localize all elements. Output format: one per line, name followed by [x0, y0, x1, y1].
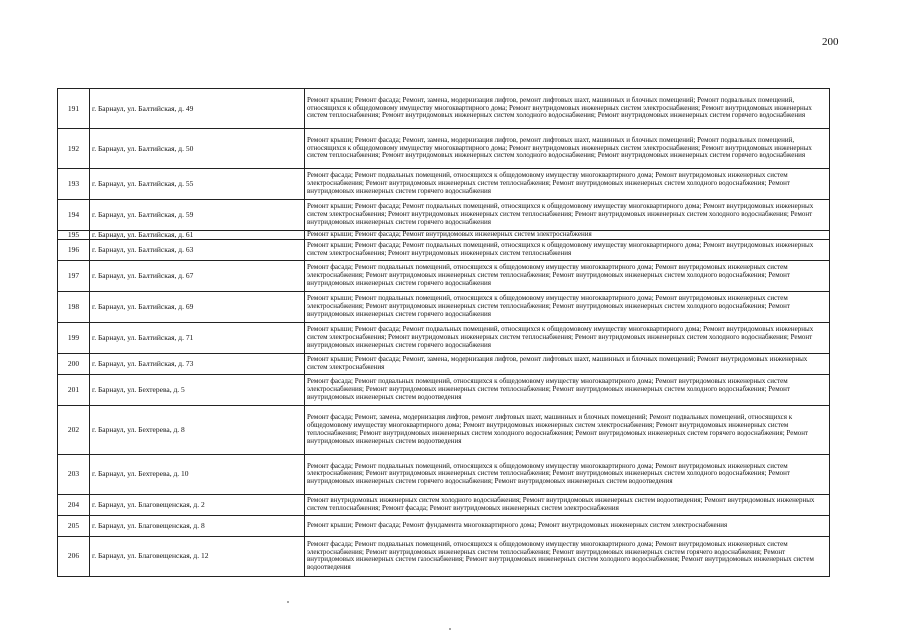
- row-address: г. Барнаул, ул. Балтийская, д. 49: [90, 89, 305, 129]
- row-address: г. Барнаул, ул. Балтийская, д. 69: [90, 291, 305, 322]
- table-row: [58, 239, 830, 260]
- table-row: [58, 536, 830, 576]
- row-address: г. Барнаул, ул. Балтийская, д. 73: [90, 353, 305, 374]
- row-number: 192: [58, 129, 90, 169]
- row-works: Ремонт фасада; Ремонт подвальных помещений, относящихся к общедомовому имуществу многоквартирного дома; Ремонт внутридомовых инженерных систем электроснабжения; Ремонт внутридомовых инженерных систем теплоснабжения; Ремонт внутридомовых инженерных систем горячего водоснабжения; Ремонт внутридомовых инженерных систем газоснабжения; Ремонт внутридомовых инженерных систем холодного водоснабжения; Ремонт внутридомовых инженерных систем водоотведения: [305, 536, 830, 576]
- row-number: 205: [58, 515, 90, 536]
- table-row: [58, 89, 830, 129]
- row-address: г. Барнаул, ул. Балтийская, д. 63: [90, 239, 305, 260]
- table-row: [58, 291, 830, 322]
- row-number: 194: [58, 200, 90, 231]
- row-number: 196: [58, 239, 90, 260]
- row-address: г. Барнаул, ул. Балтийская, д. 59: [90, 200, 305, 231]
- row-works: Ремонт крыши; Ремонт фасада; Ремонт фундамента многоквартирного дома; Ремонт внутридомовых инженерных систем электроснабжения: [305, 515, 830, 536]
- row-number: 204: [58, 494, 90, 515]
- row-works: Ремонт крыши; Ремонт фасада; Ремонт, замена, модернизация лифтов, ремонт лифтовых шахт, машинных и блочных помещений; Ремонт подвальных помещений, относящихся к общедомовому имуществу многоквартирного дома; Ремонт внутридомовых инженерных систем электроснабжения; Ремонт внутридомовых инженерных систем теплоснабжения; Ремонт внутридомовых инженерных систем холодного водоснабжения; Ремонт внутридомовых инженерных систем горячего водоснабжения: [305, 129, 830, 169]
- row-works: Ремонт крыши; Ремонт фасада; Ремонт внутридомовых инженерных систем электроснабжения: [305, 231, 830, 240]
- row-works: Ремонт фасада; Ремонт подвальных помещений, относящихся к общедомовому имуществу многоквартирного дома; Ремонт внутридомовых инженерных систем электроснабжения; Ремонт внутридомовых инженерных систем теплоснабжения; Ремонт внутридомовых инженерных систем холодного водоснабжения; Ремонт внутридомовых инженерных систем водоотведения: [305, 374, 830, 405]
- row-works: Ремонт крыши; Ремонт фасада; Ремонт, замена, модернизация лифтов, ремонт лифтовых шахт, машинных и блочных помещений; Ремонт подвальных помещений, относящихся к общедомовому имуществу многоквартирного дома; Ремонт внутридомовых инженерных систем электроснабжения; Ремонт внутридомовых инженерных систем теплоснабжения; Ремонт внутридомовых инженерных систем холодного водоснабжения; Ремонт внутридомовых инженерных систем горячего водоснабжения: [305, 89, 830, 129]
- row-works: Ремонт фасада; Ремонт подвальных помещений, относящихся к общедомовому имуществу многоквартирного дома; Ремонт внутридомовых инженерных систем электроснабжения; Ремонт внутридомовых инженерных систем теплоснабжения; Ремонт внутридомовых инженерных систем холодного водоснабжения; Ремонт внутридомовых инженерных систем горячего водоснабжения; Ремонт внутридомовых инженерных систем водоотведения: [305, 454, 830, 494]
- row-address: г. Барнаул, ул. Балтийская, д. 71: [90, 322, 305, 353]
- row-address: г. Барнаул, ул. Бехтерева, д. 10: [90, 454, 305, 494]
- row-works: Ремонт фасада; Ремонт подвальных помещений, относящихся к общедомовому имуществу многоквартирного дома; Ремонт внутридомовых инженерных систем электроснабжения; Ремонт внутридомовых инженерных систем теплоснабжения; Ремонт внутридомовых инженерных систем холодного водоснабжения; Ремонт внутридомовых инженерных систем горячего водоснабжения: [305, 169, 830, 200]
- row-number: 193: [58, 169, 90, 200]
- table-row: [58, 405, 830, 454]
- table-row: [58, 494, 830, 515]
- row-address: г. Барнаул, ул. Бехтерева, д. 8: [90, 405, 305, 454]
- row-number: 206: [58, 536, 90, 576]
- row-number: 203: [58, 454, 90, 494]
- row-address: г. Барнаул, ул. Балтийская, д. 67: [90, 260, 305, 291]
- scan-speck: [449, 628, 451, 630]
- row-works: Ремонт внутридомовых инженерных систем холодного водоснабжения; Ремонт внутридомовых инженерных систем водоотведения; Ремонт внутридомовых инженерных систем теплоснабжения; Ремонт фасада; Ремонт внутридомовых инженерных систем электроснабжения: [305, 494, 830, 515]
- table-row: [58, 200, 830, 231]
- table-row: [58, 260, 830, 291]
- row-works: Ремонт крыши; Ремонт фасада; Ремонт подвальных помещений, относящихся к общедомовому имуществу многоквартирного дома; Ремонт внутридомовых инженерных систем электроснабжения; Ремонт внутридомовых инженерных систем теплоснабжения; Ремонт внутридомовых инженерных систем холодного водоснабжения; Ремонт внутридомовых инженерных систем горячего водоснабжения: [305, 322, 830, 353]
- row-number: 202: [58, 405, 90, 454]
- row-address: г. Барнаул, ул. Балтийская, д. 55: [90, 169, 305, 200]
- row-address: г. Барнаул, ул. Балтийская, д. 50: [90, 129, 305, 169]
- row-works: Ремонт крыши; Ремонт подвальных помещений, относящихся к общедомовому имуществу многоквартирного дома; Ремонт внутридомовых инженерных систем электроснабжения; Ремонт внутридомовых инженерных систем теплоснабжения; Ремонт внутридомовых инженерных систем холодного водоснабжения; Ремонт внутридомовых инженерных систем горячего водоснабжения: [305, 291, 830, 322]
- row-number: 197: [58, 260, 90, 291]
- scan-speck: [287, 601, 289, 603]
- row-address: г. Барнаул, ул. Балтийская, д. 61: [90, 231, 305, 240]
- table-row: [58, 374, 830, 405]
- row-number: 195: [58, 231, 90, 240]
- row-number: 198: [58, 291, 90, 322]
- table-row: [58, 515, 830, 536]
- row-works: Ремонт фасада; Ремонт, замена, модернизация лифтов, ремонт лифтовых шахт, машинных и блочных помещений; Ремонт подвальных помещений, относящихся к общедомовому имуществу многоквартирного дома; Ремонт внутридомовых инженерных систем электроснабжения; Ремонт внутридомовых инженерных систем теплоснабжения; Ремонт внутридомовых инженерных систем холодного водоснабжения; Ремонт внутридомовых инженерных систем горячего водоснабжения; Ремонт внутридомовых инженерных систем водоотведения: [305, 405, 830, 454]
- page-number: 200: [822, 36, 839, 48]
- row-number: 200: [58, 353, 90, 374]
- row-works: Ремонт крыши; Ремонт фасада; Ремонт подвальных помещений, относящихся к общедомовому имуществу многоквартирного дома; Ремонт внутридомовых инженерных систем электроснабжения; Ремонт внутридомовых инженерных систем теплоснабжения; Ремонт внутридомовых инженерных систем холодного водоснабжения; Ремонт внутридомовых инженерных систем горячего водоснабжения: [305, 200, 830, 231]
- table-row: [58, 454, 830, 494]
- row-works: Ремонт крыши; Ремонт фасада; Ремонт, замена, модернизация лифтов, ремонт лифтовых шахт, машинных и блочных помещений; Ремонт внутридомовых инженерных систем электроснабжения: [305, 353, 830, 374]
- row-address: г. Барнаул, ул. Благовещенская, д. 12: [90, 536, 305, 576]
- repair-table: [57, 88, 830, 577]
- table-row: [58, 231, 830, 240]
- table-row: [58, 322, 830, 353]
- table-row: [58, 353, 830, 374]
- row-number: 199: [58, 322, 90, 353]
- table-row: [58, 129, 830, 169]
- row-address: г. Барнаул, ул. Бехтерева, д. 5: [90, 374, 305, 405]
- row-number: 201: [58, 374, 90, 405]
- row-address: г. Барнаул, ул. Благовещенская, д. 2: [90, 494, 305, 515]
- row-number: 191: [58, 89, 90, 129]
- table-row: [58, 169, 830, 200]
- row-works: Ремонт крыши; Ремонт фасада; Ремонт подвальных помещений, относящихся к общедомовому имуществу многоквартирного дома; Ремонт внутридомовых инженерных систем электроснабжения; Ремонт внутридомовых инженерных систем теплоснабжения: [305, 239, 830, 260]
- row-works: Ремонт фасада; Ремонт подвальных помещений, относящихся к общедомовому имуществу многоквартирного дома; Ремонт внутридомовых инженерных систем электроснабжения; Ремонт внутридомовых инженерных систем теплоснабжения; Ремонт внутридомовых инженерных систем холодного водоснабжения; Ремонт внутридомовых инженерных систем горячего водоснабжения: [305, 260, 830, 291]
- row-address: г. Барнаул, ул. Благовещенская, д. 8: [90, 515, 305, 536]
